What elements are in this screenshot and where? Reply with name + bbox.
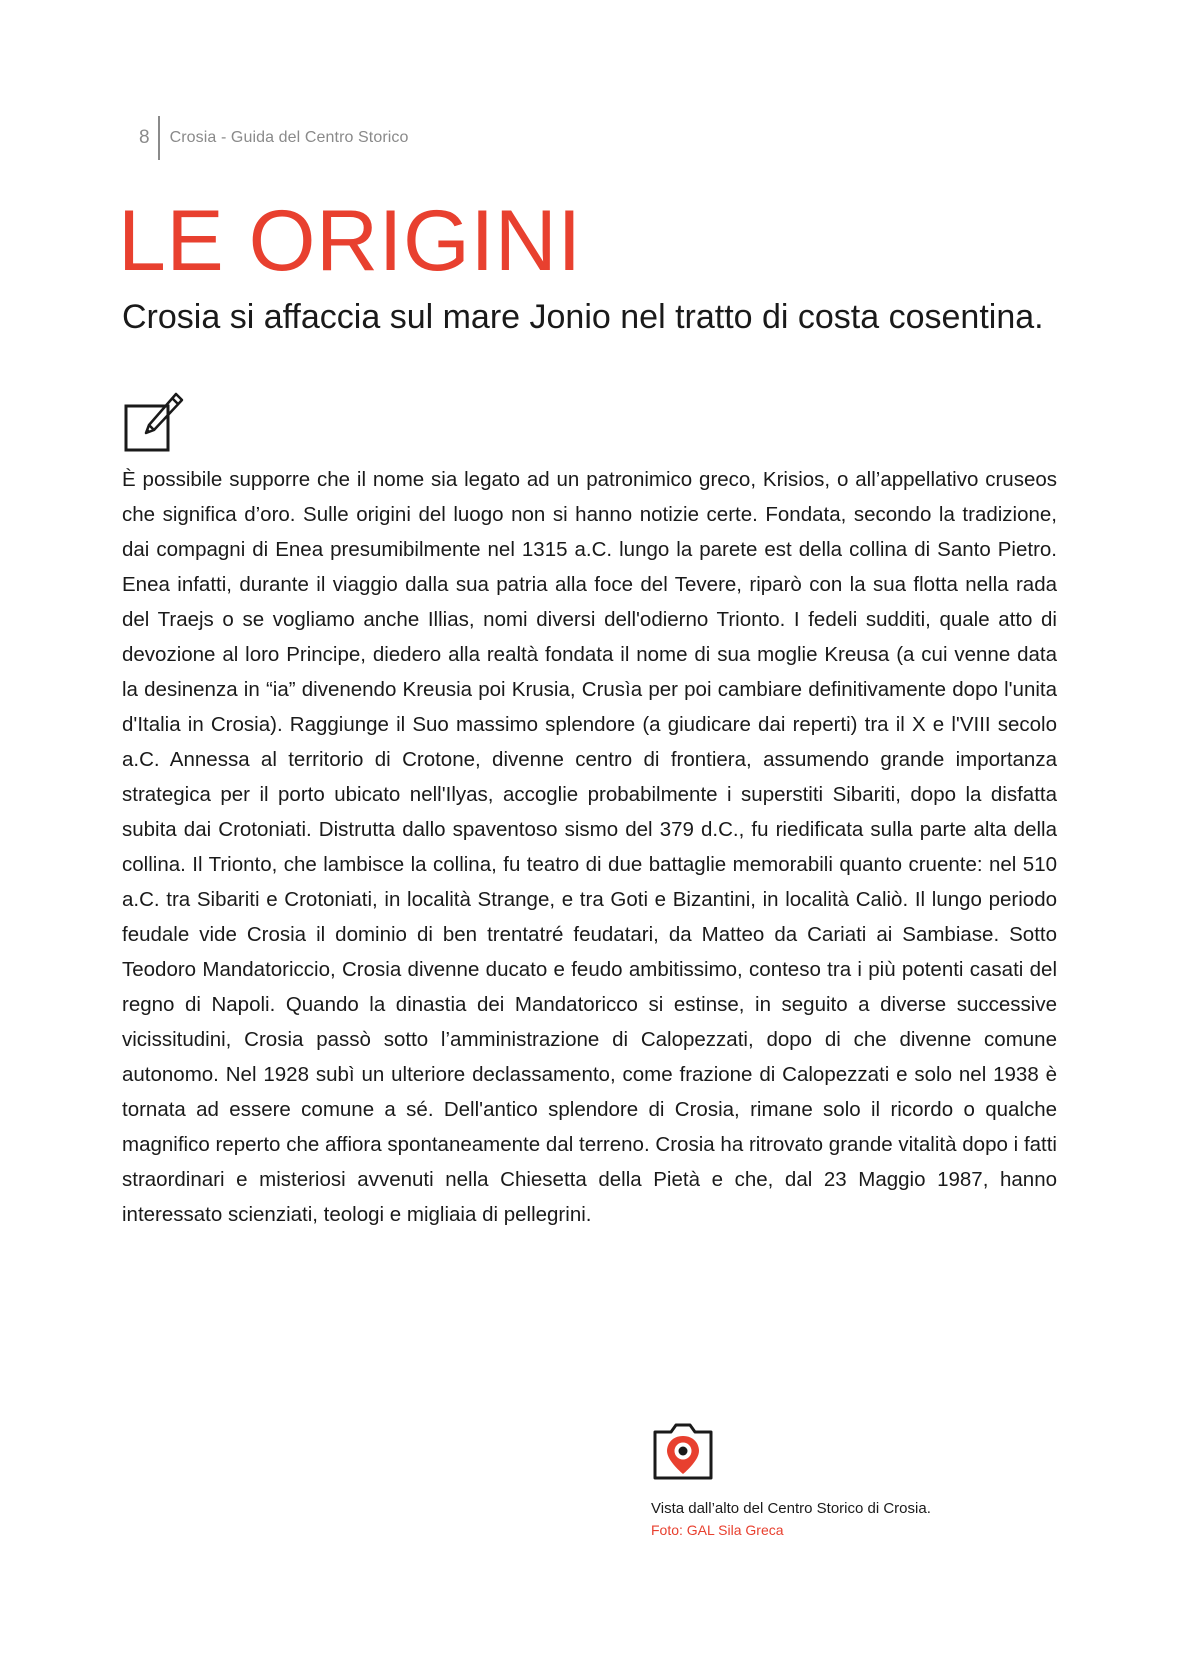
photo-credit: Foto: GAL Sila Greca [651,1522,784,1538]
header-divider [158,116,160,160]
pencil-square-icon [124,390,186,454]
subtitle: Crosia si affaccia sul mare Jonio nel tratto di costa cosentina. [122,298,1044,336]
page-title: LE ORIGINI [118,193,582,289]
photo-caption [651,1420,1071,1540]
page-number: 8 [139,127,150,148]
running-title: Crosia - Guida del Centro Storico [169,129,409,146]
body-text: È possibile supporre che il nome sia legato ad un patronimico greco, Krisios, o all’appellativo cruseos che significa d’oro. Sulle origini del luogo non si hanno notizie certe. Fondata, secondo la tradizione, dai compagni di Enea presumibilmente nel 1315 a.C. lungo la parete est della collina di Santo Pietro. Enea infatti, durante il viaggio dalla sua patria alla foce del Tevere, riparò con la sua flotta nella rada del Traejs o se vogliamo anche Illias, nomi diversi dell'odierno Trionto. I fedeli sudditi, quale atto di devozione al loro Principe, diedero alla realtà fondata il nome di sua moglie Kreusa (a cui venne data la desinenza in “ia” divenendo Kreusia poi Krusia, Crusìa per poi cambiare definitivamente dopo l'unita d'Italia in Crosia). Raggiunge il Suo massimo splendore (a giudicare dai reperti) tra il X e l'VIII secolo a.C. Annessa al territorio di Crotone, divenne centro di frontiera, assumendo grande importanza strategica per il porto ubicato nell'Ilyas, accoglie probabilmente i superstiti Sibariti, dopo la disfatta subita dai Crotoniati. Distrutta dallo spaventoso sismo del 379 d.C., fu riedificata sulla parte alta della collina. Il Trionto, che lambisce la collina, fu teatro di due battaglie memorabili quanto cruente: nel 510 a.C. tra Sibariti e Crotoniati, in località Strange, e tra Goti e Bizantini, in località Caliò. Il lungo periodo feudale vide Crosia il dominio di ben trentatré feudatari, da Matteo da Cariati ai Sambiase. Sotto Teodoro Mandatoriccio, Crosia divenne ducato e feudo ambitissimo, conteso tra i più potenti casati del regno di Napoli. Quando la dinastia dei Mandatoricco si estinse, in seguito a diverse successive vicissitudini, Crosia passò sotto l’amministrazione di Calopezzati, dopo di che divenne comune autonomo. Nel 1928 subì un ulteriore declassamento, come frazione di Calopezzati e solo nel 1938 è tornata ad essere comune a sé. Dell'antico splendore di Crosia, rimane solo il ricordo o qualche magnifico reperto che affiora spontaneamente dal terreno. Crosia ha ritrovato grande vitalità dopo i fatti straordinari e misteriosi avvenuti nella Chiesetta della Pietà e che, dal 23 Maggio 1987, hanno interessato scienziati, teologi e migliaia di pellegrini. [122,468,1057,1226]
camera-location-icon [651,1420,715,1484]
running-header [139,116,409,160]
caption-text: Vista dall’alto del Centro Storico di Crosia. [651,1500,931,1517]
